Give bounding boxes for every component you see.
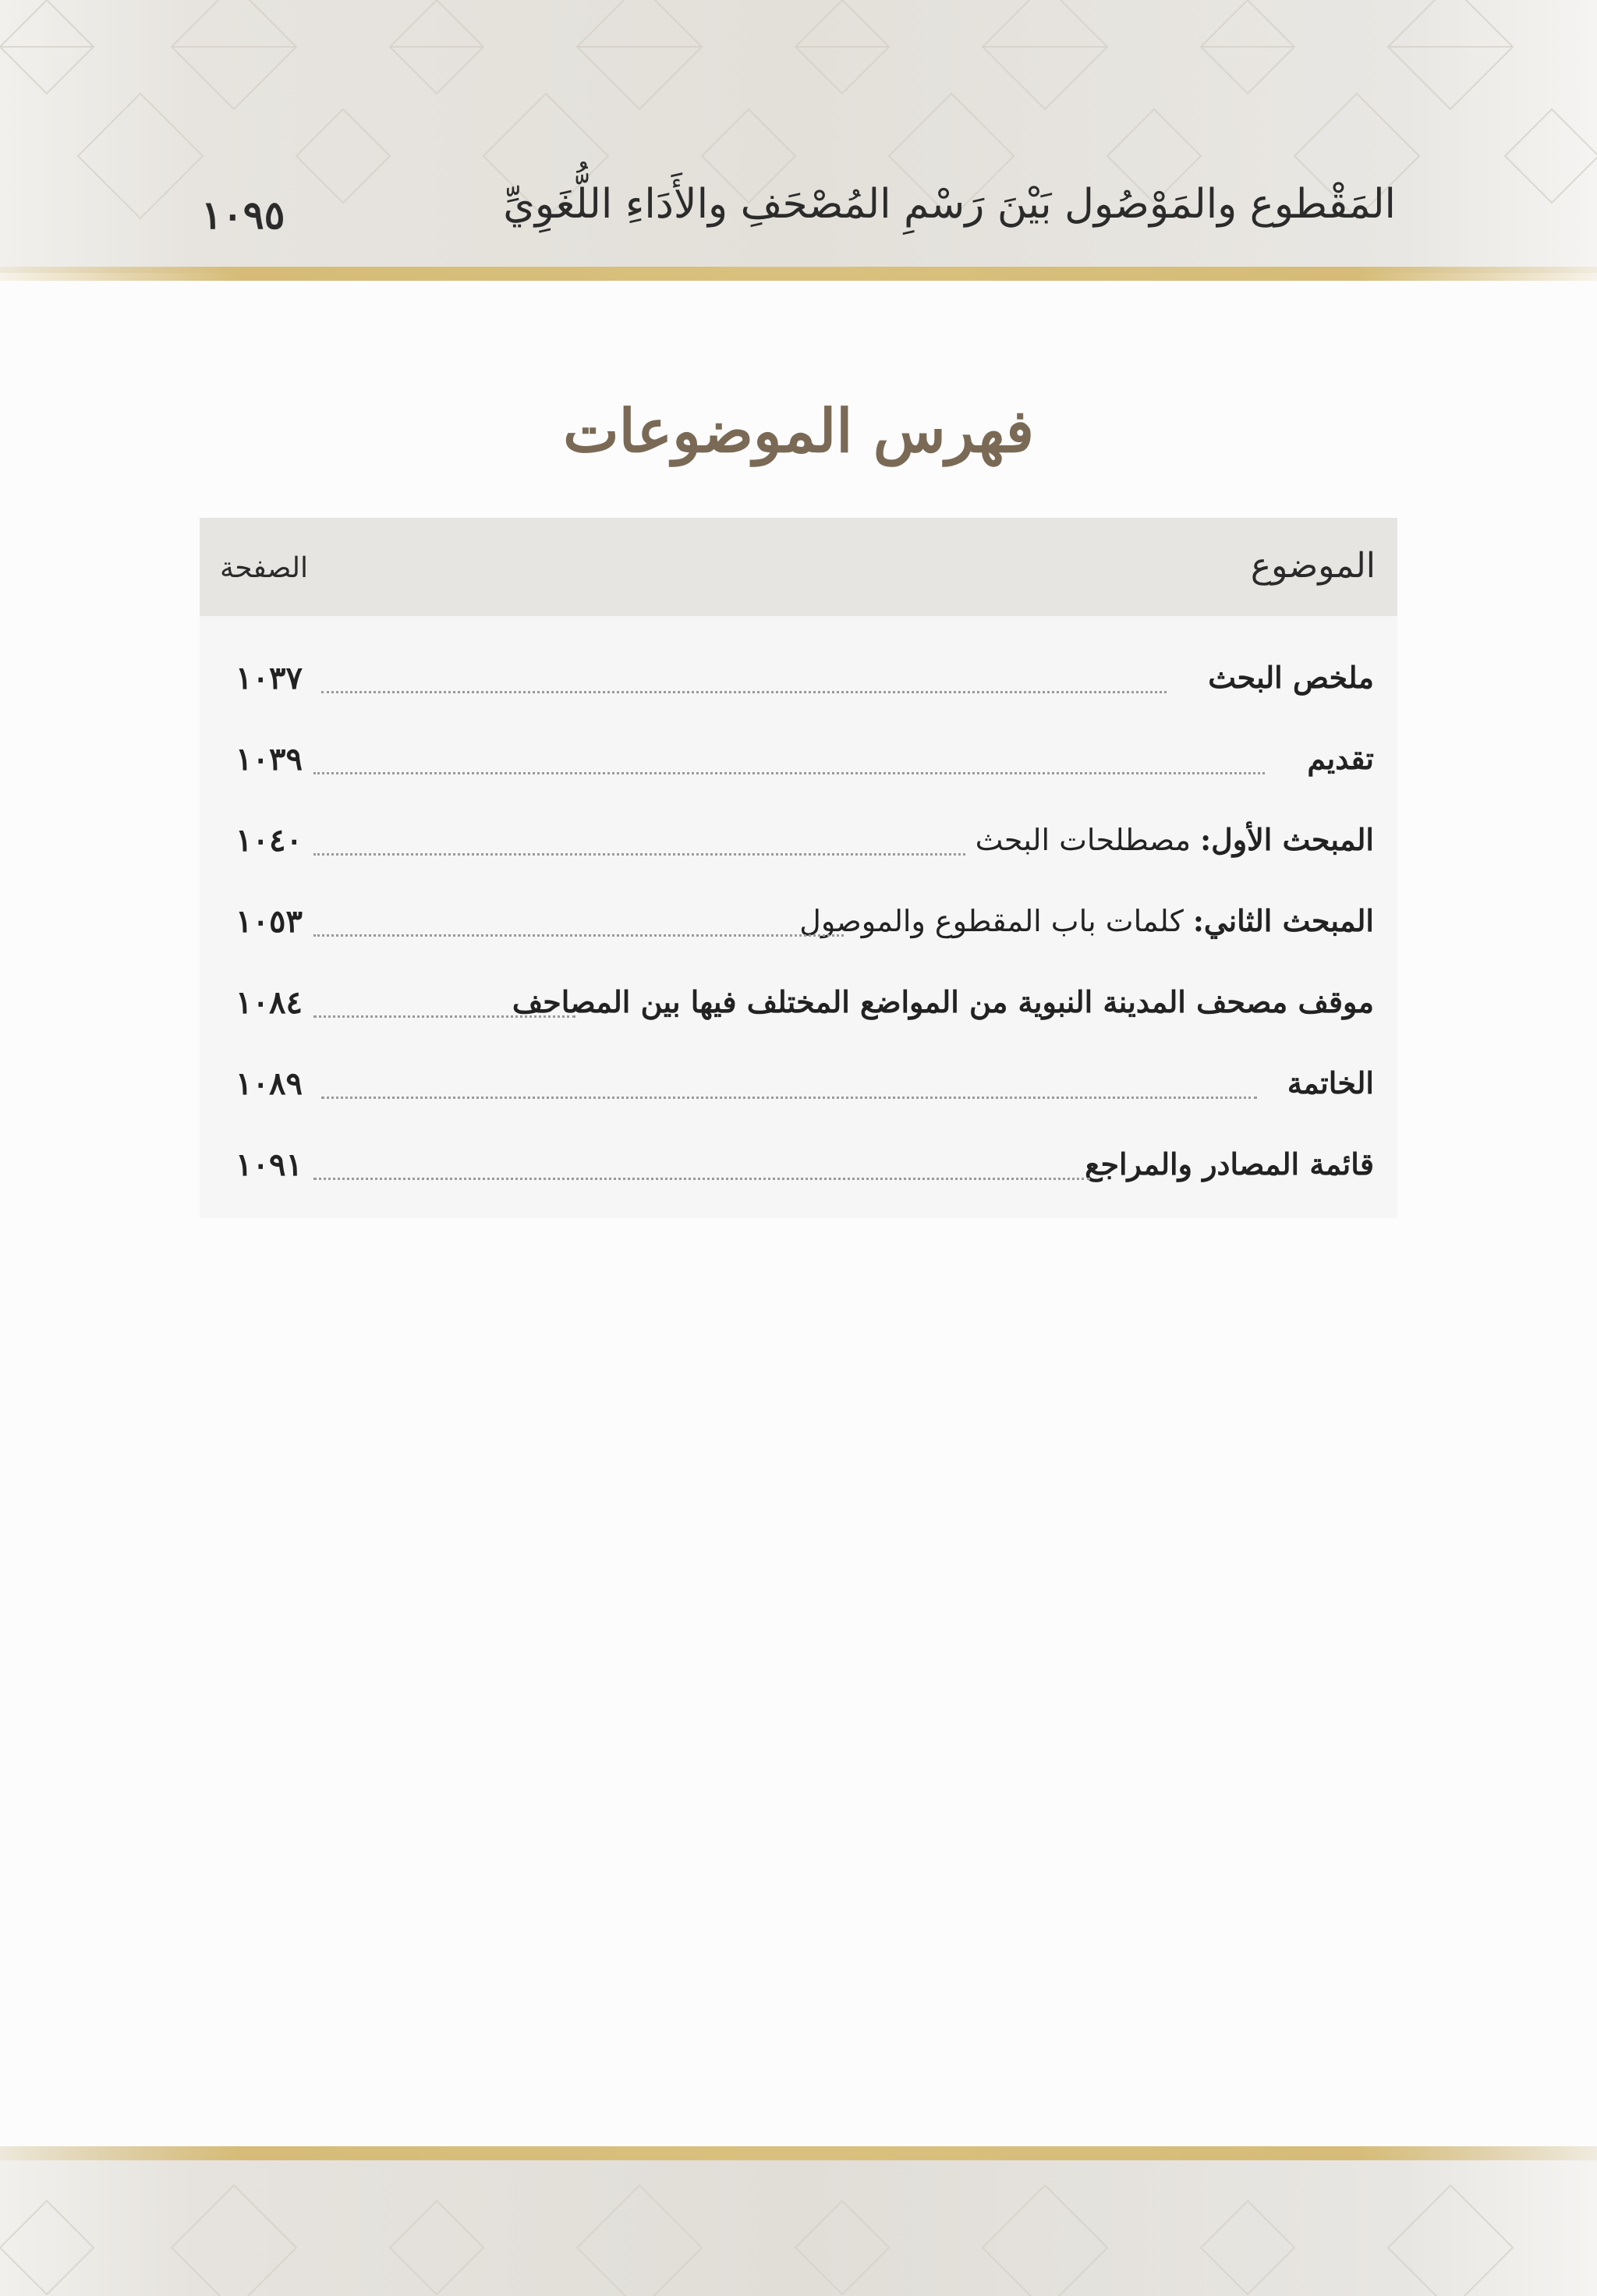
footer-ornament-pattern [0,2146,1597,2296]
toc-row[interactable] [200,643,1397,724]
dot-leader [313,772,1265,774]
running-title: المَقْطوع والمَوْصُول بَيْنَ رَسْمِ المُصْحَفِ والأَدَاءِ اللُّغَوِيِّ [503,181,1396,228]
toc-row[interactable] [200,1048,1397,1129]
toc-entry-title: موقف مصحف المدينة النبوية من المواضع المختلف فيها بين المصاحف [512,984,1374,1019]
toc-row[interactable] [200,967,1397,1048]
header-gold-rule [0,267,1597,281]
toc-entry-title: الخاتمة [1287,1065,1374,1100]
toc-row[interactable] [200,886,1397,967]
dot-leader [313,934,844,937]
toc-header-row [200,518,1397,616]
toc-entry-title: ملخص البحث [1208,660,1374,695]
dot-leader [313,1015,575,1018]
toc-row[interactable] [200,805,1397,886]
toc-title: فهرس الموضوعات [563,396,1034,466]
footer-gold-rule [0,2146,1597,2160]
toc-entry-page: ١٠٩١ [235,1146,303,1183]
toc-entry-title: المبحث الأول: مصطلحات البحث [975,822,1374,857]
toc-entry-title: المبحث الثاني: كلمات باب المقطوع والموصول [799,903,1374,938]
dot-leader [313,853,965,856]
toc-entry-page: ١٠٣٩ [235,741,303,778]
dot-leader [321,1097,1257,1099]
toc-table [200,518,1397,1218]
column-header-topic: الموضوع [1250,546,1376,586]
toc-entry-page: ١٠٥٣ [235,903,303,940]
column-header-page: الصفحة [220,552,308,584]
toc-entry-page: ١٠٤٠ [235,822,303,859]
dot-leader [313,1178,1090,1180]
page-number: ١٠٩٥ [201,192,285,238]
dot-leader [321,691,1167,693]
toc-entry-title: تقديم [1307,741,1374,776]
toc-row[interactable] [200,1129,1397,1210]
toc-entry-page: ١٠٨٤ [235,984,303,1021]
toc-entry-page: ١٠٣٧ [235,660,303,696]
footer-band [0,2146,1597,2296]
toc-entry-page: ١٠٨٩ [235,1065,303,1102]
toc-entry-title: قائمة المصادر والمراجع [1085,1146,1374,1182]
toc-row[interactable] [200,724,1397,805]
